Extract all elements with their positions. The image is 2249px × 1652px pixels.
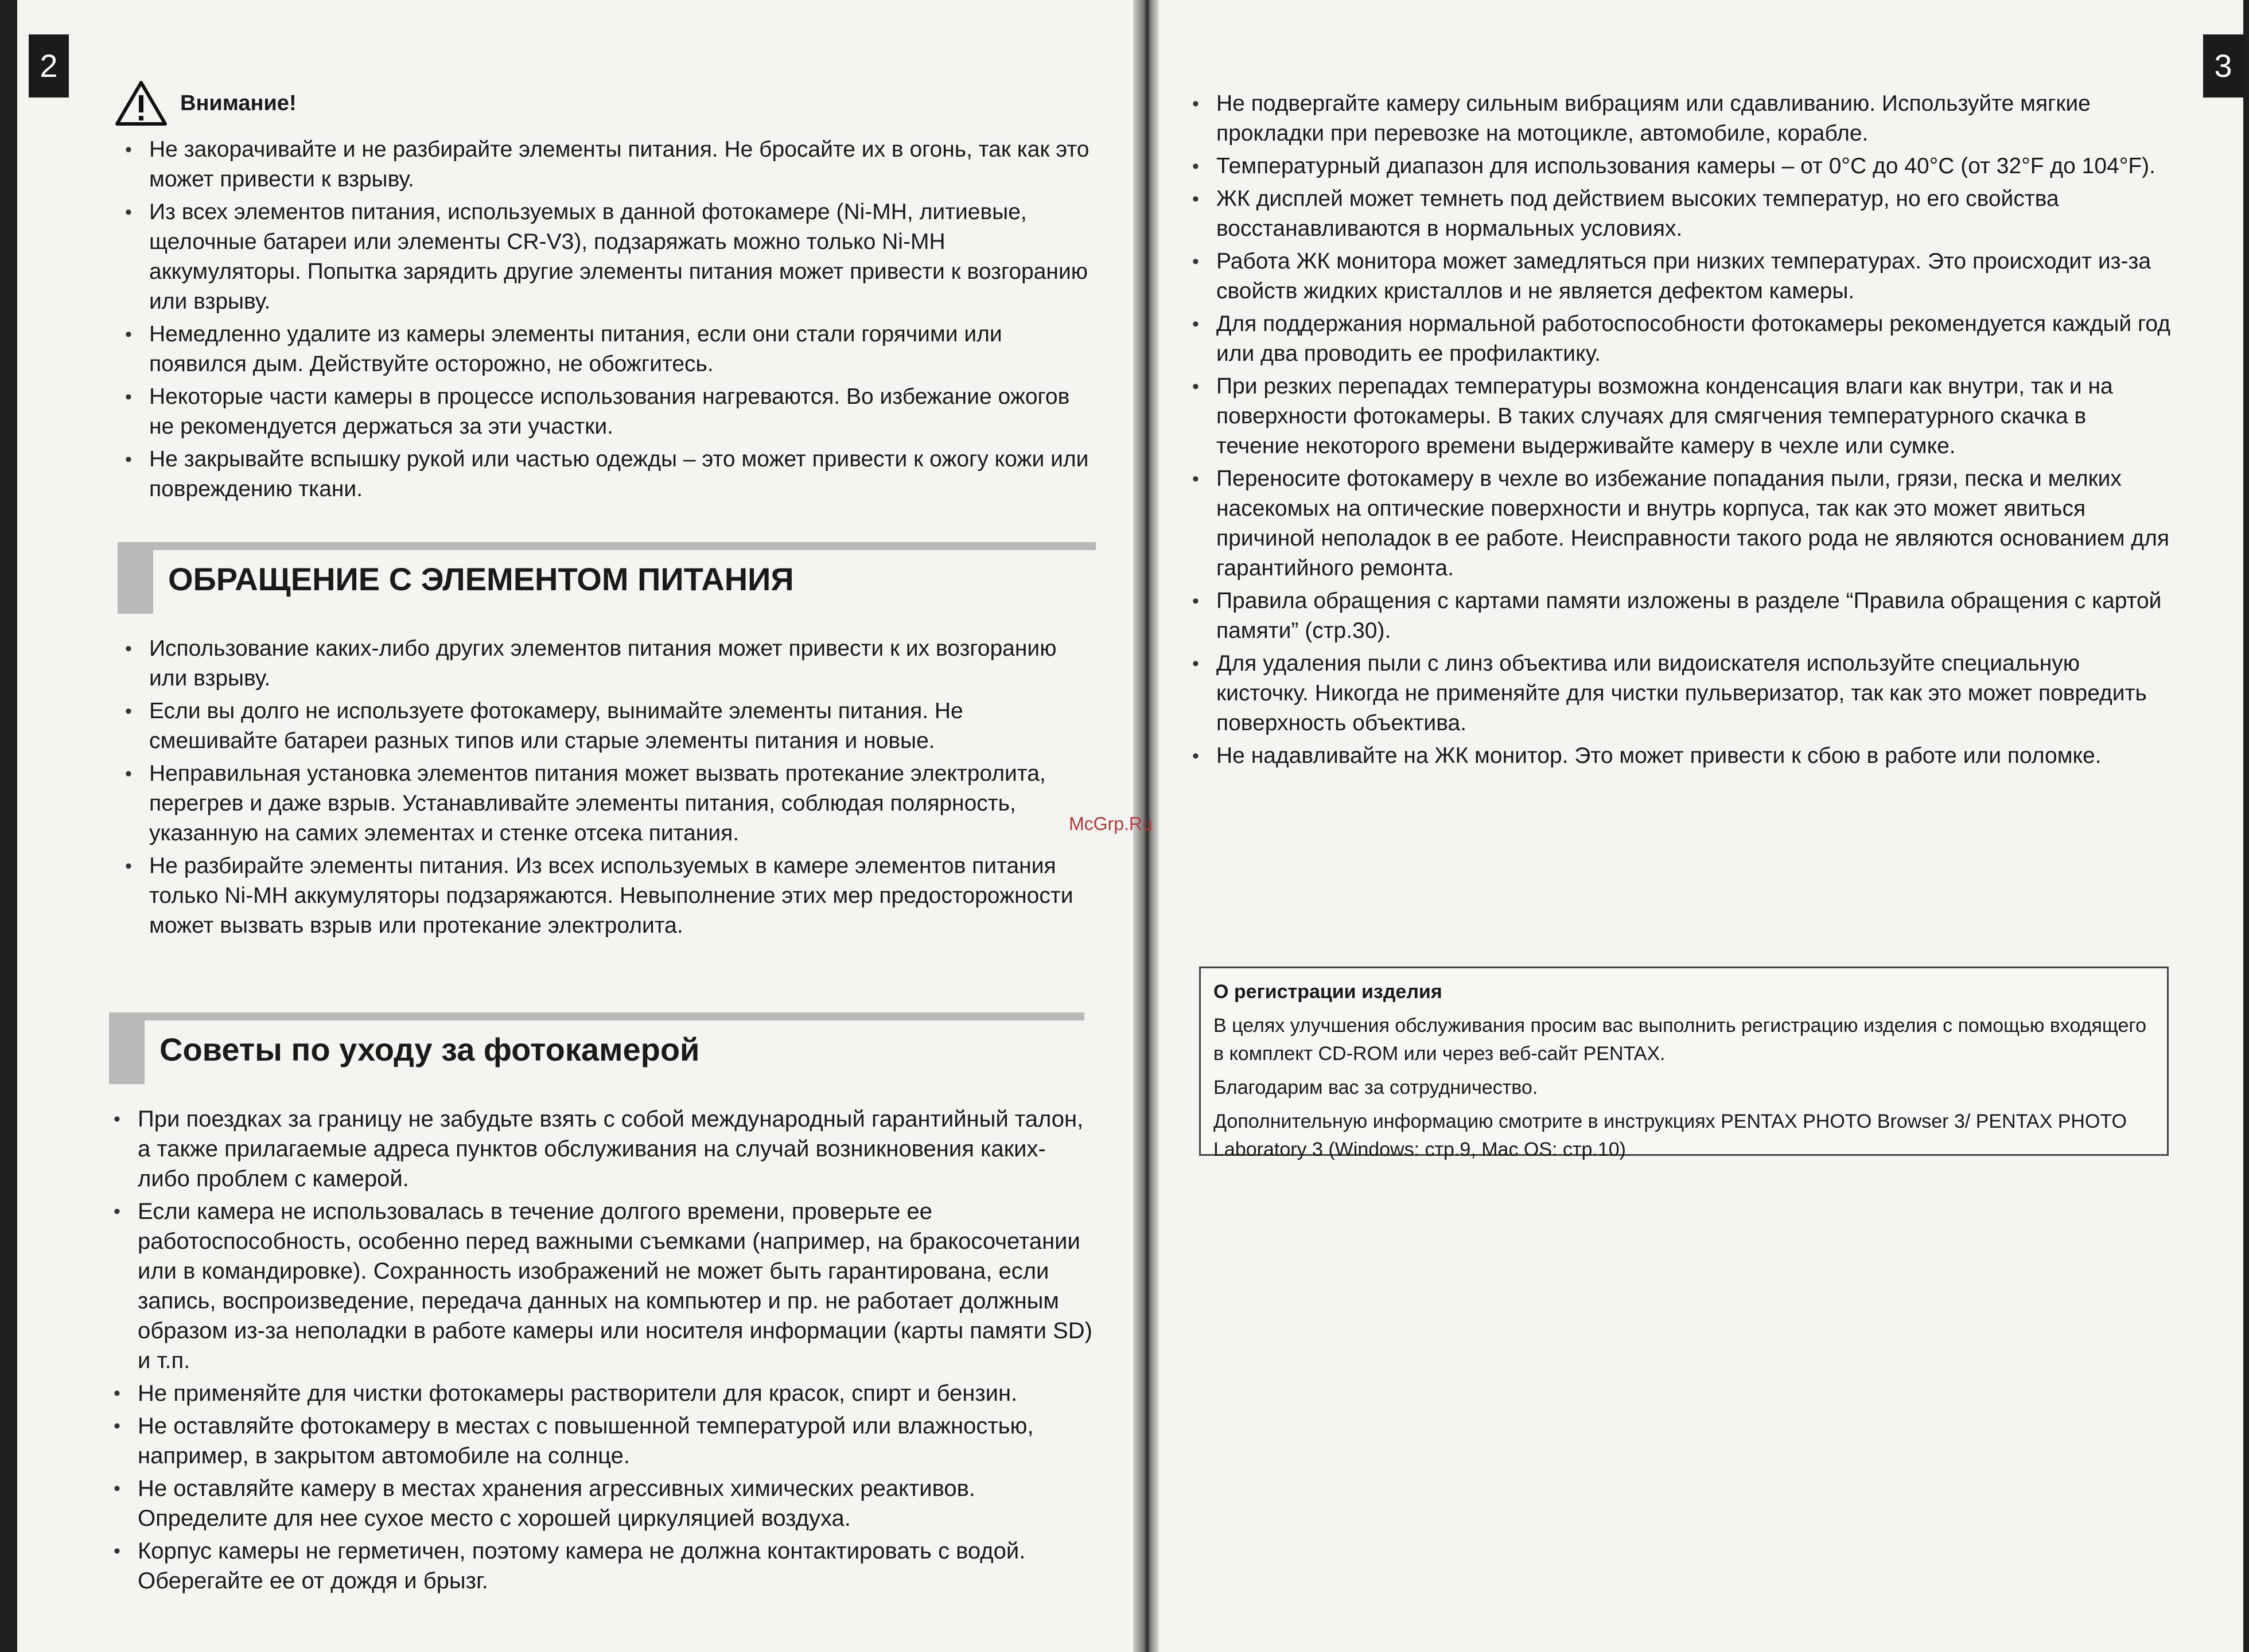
list-item: • Из всех элементов питания, используемых в данной фотокамере (Ni-MH, литиевые, щелочные батареи или элементы CR-V3), подзаряжать можно только Ni-MH аккумуляторы. Попытка зарядить другие элементы питания может привести к возгоранию или взрыву. [120,197,1096,317]
list-item: • При резких перепадах температуры возможна конденсация влаги как внутри, так и на поверхности фотокамеры. В таких случаях для смягчения температурного скачка в течение некоторого времени выдерживайте камеру в чехле или сумке. [1188,372,2174,461]
list-item: • Не разбирайте элементы питания. Из всех используемых в камере элементов питания только Ni-MH аккумуляторы подзаряжаются. Невыполнение этих мер предосторожности может вызвать взрыв или протекание электролита. [120,851,1096,941]
page-number-left: 2 [29,34,69,98]
registration-box [1199,967,2169,1160]
list-item: • Если камера не использовалась в течение долгого времени, проверьте ее работоспособность, особенно перед важными съемками (например, на бракосочетании или в командировке). Сохранность изображений не может быть гарантирована, если запись, воспроизведение, передача данных на компьютер и пр. не работает должным образом из-за неполадки в работе камеры или носителя информации (карты памяти SD) и т.п. [109,1197,1096,1376]
warning-title: Внимание! [180,91,297,115]
list-item: • Не закорачивайте и не разбирайте элементы питания. Не бросайте их в огонь, так как это может привести к взрыву. [120,135,1096,194]
care-list [109,1104,1096,1599]
warning-heading [115,80,297,126]
warning-triangle-icon [115,80,168,126]
list-item: • Переносите фотокамеру в чехле во избежание попадания пыли, грязи, песка и мелких насекомых на оптические поверхности и внутрь корпуса, так как это может явиться причиной неполадок в ее работе. Неисправности такого рода не являются основанием для гарантийного ремонта. [1188,464,2174,583]
list-item: • Не подвергайте камеру сильным вибрациям или сдавливанию. Используйте мягкие прокладки при перевозке на мотоцикле, автомобиле, корабле. [1188,89,2174,149]
list-item: • Не оставляйте фотокамеру в местах с повышенной температурой или влажностью, например, в закрытом автомобиле на солнце. [109,1411,1096,1471]
list-item: • Не применяйте для чистки фотокамеры растворители для красок, спирт и бензин. [109,1378,1096,1408]
list-item: • Использование каких-либо других элементов питания может привести к их возгоранию или взрыву. [120,634,1096,693]
registration-text: Благодарим вас за сотрудничество. [1213,1077,1538,1098]
watermark: McGrp.Ru [1069,813,1153,834]
list-item: • Не закрывайте вспышку рукой или частью одежды – это может привести к ожогу кожи или повреждению ткани. [120,445,1096,504]
list-item: • Для поддержания нормальной работоспособности фотокамеры рекомендуется каждый год или два проводить ее профилактику. [1188,309,2174,369]
list-item: • Если вы долго не используете фотокамеру, вынимайте элементы питания. Не смешивайте батареи разных типов или старые элементы питания и новые. [120,696,1096,756]
list-item: • Не оставляйте камеру в местах хранения агрессивных химических реактивов. Определите для нее сухое место с хорошей циркуляцией воздуха. [109,1474,1096,1533]
right-page-list [1188,89,2174,774]
list-item: • Неправильная установка элементов питания может вызвать протекание электролита, перегрев и даже взрыв. Устанавливайте элементы питания, соблюдая полярность, указанную на самих элементах и стенке отсека питания. [120,759,1096,848]
list-item: • Не надавливайте на ЖК монитор. Это может привести к сбою в работе или поломке. [1188,741,2174,771]
list-item: • ЖК дисплей может темнеть под действием высоких температур, но его свойства восстанавливаются в нормальных условиях. [1188,184,2174,244]
registration-title: О регистрации изделия [1213,981,1442,1003]
list-item: • Для удаления пыли с линз объектива или видоискателя используйте специальную кисточку. Никогда не применяйте для чистки пульверизатор, так как это может повредить поверхность объектива. [1188,649,2174,738]
section-title: ОБРАЩЕНИЕ С ЭЛЕМЕНТОМ ПИТАНИЯ [168,561,794,597]
warning-list [120,135,1096,507]
list-item: • Работа ЖК монитора может замедляться при низких температурах. Это происходит из-за свойств жидких кристаллов и не является дефектом камеры. [1188,247,2174,306]
battery-list [120,634,1096,944]
list-item: • Немедленно удалите из камеры элементы питания, если они стали горячими или появился дым. Действуйте осторожно, не обожгитесь. [120,320,1096,379]
section-heading-care [109,1012,1084,1084]
list-item: • Корпус камеры не герметичен, поэтому камера не должна контактировать с водой. Оберегайте ее от дождя и брызг. [109,1536,1096,1596]
page-number-right: 3 [2203,34,2243,98]
section-heading-battery [118,542,1096,614]
registration-text: Дополнительную информацию смотрите в инструкциях PENTAX PHOTO Browser 3/ PENTAX PHOTO Laboratory 3 (Windows: стр.9, Mac OS: стр.10) [1213,1111,2127,1160]
list-item: • Некоторые части камеры в процессе использования нагреваются. Во избежание ожогов не рекомендуется держаться за эти участки. [120,382,1096,442]
list-item: • При поездках за границу не забудьте взять с собой международный гарантийный талон, а также прилагаемые адреса пунктов обслуживания на случай возникновения каких-либо проблем с камерой. [109,1104,1096,1194]
list-item: • Правила обращения с картами памяти изложены в разделе “Правила обращения с картой памяти” (стр.30). [1188,586,2174,646]
registration-text: В целях улучшения обслуживания просим вас выполнить регистрацию изделия с помощью входящего в комплект CD-ROM или через веб-сайт PENTAX. [1213,1015,2146,1065]
list-item: • Температурный диапазон для использования камеры – от 0°C до 40°C (от 32°F до 104°F). [1188,151,2174,181]
section-title: Советы по уходу за фотокамерой [159,1031,700,1067]
